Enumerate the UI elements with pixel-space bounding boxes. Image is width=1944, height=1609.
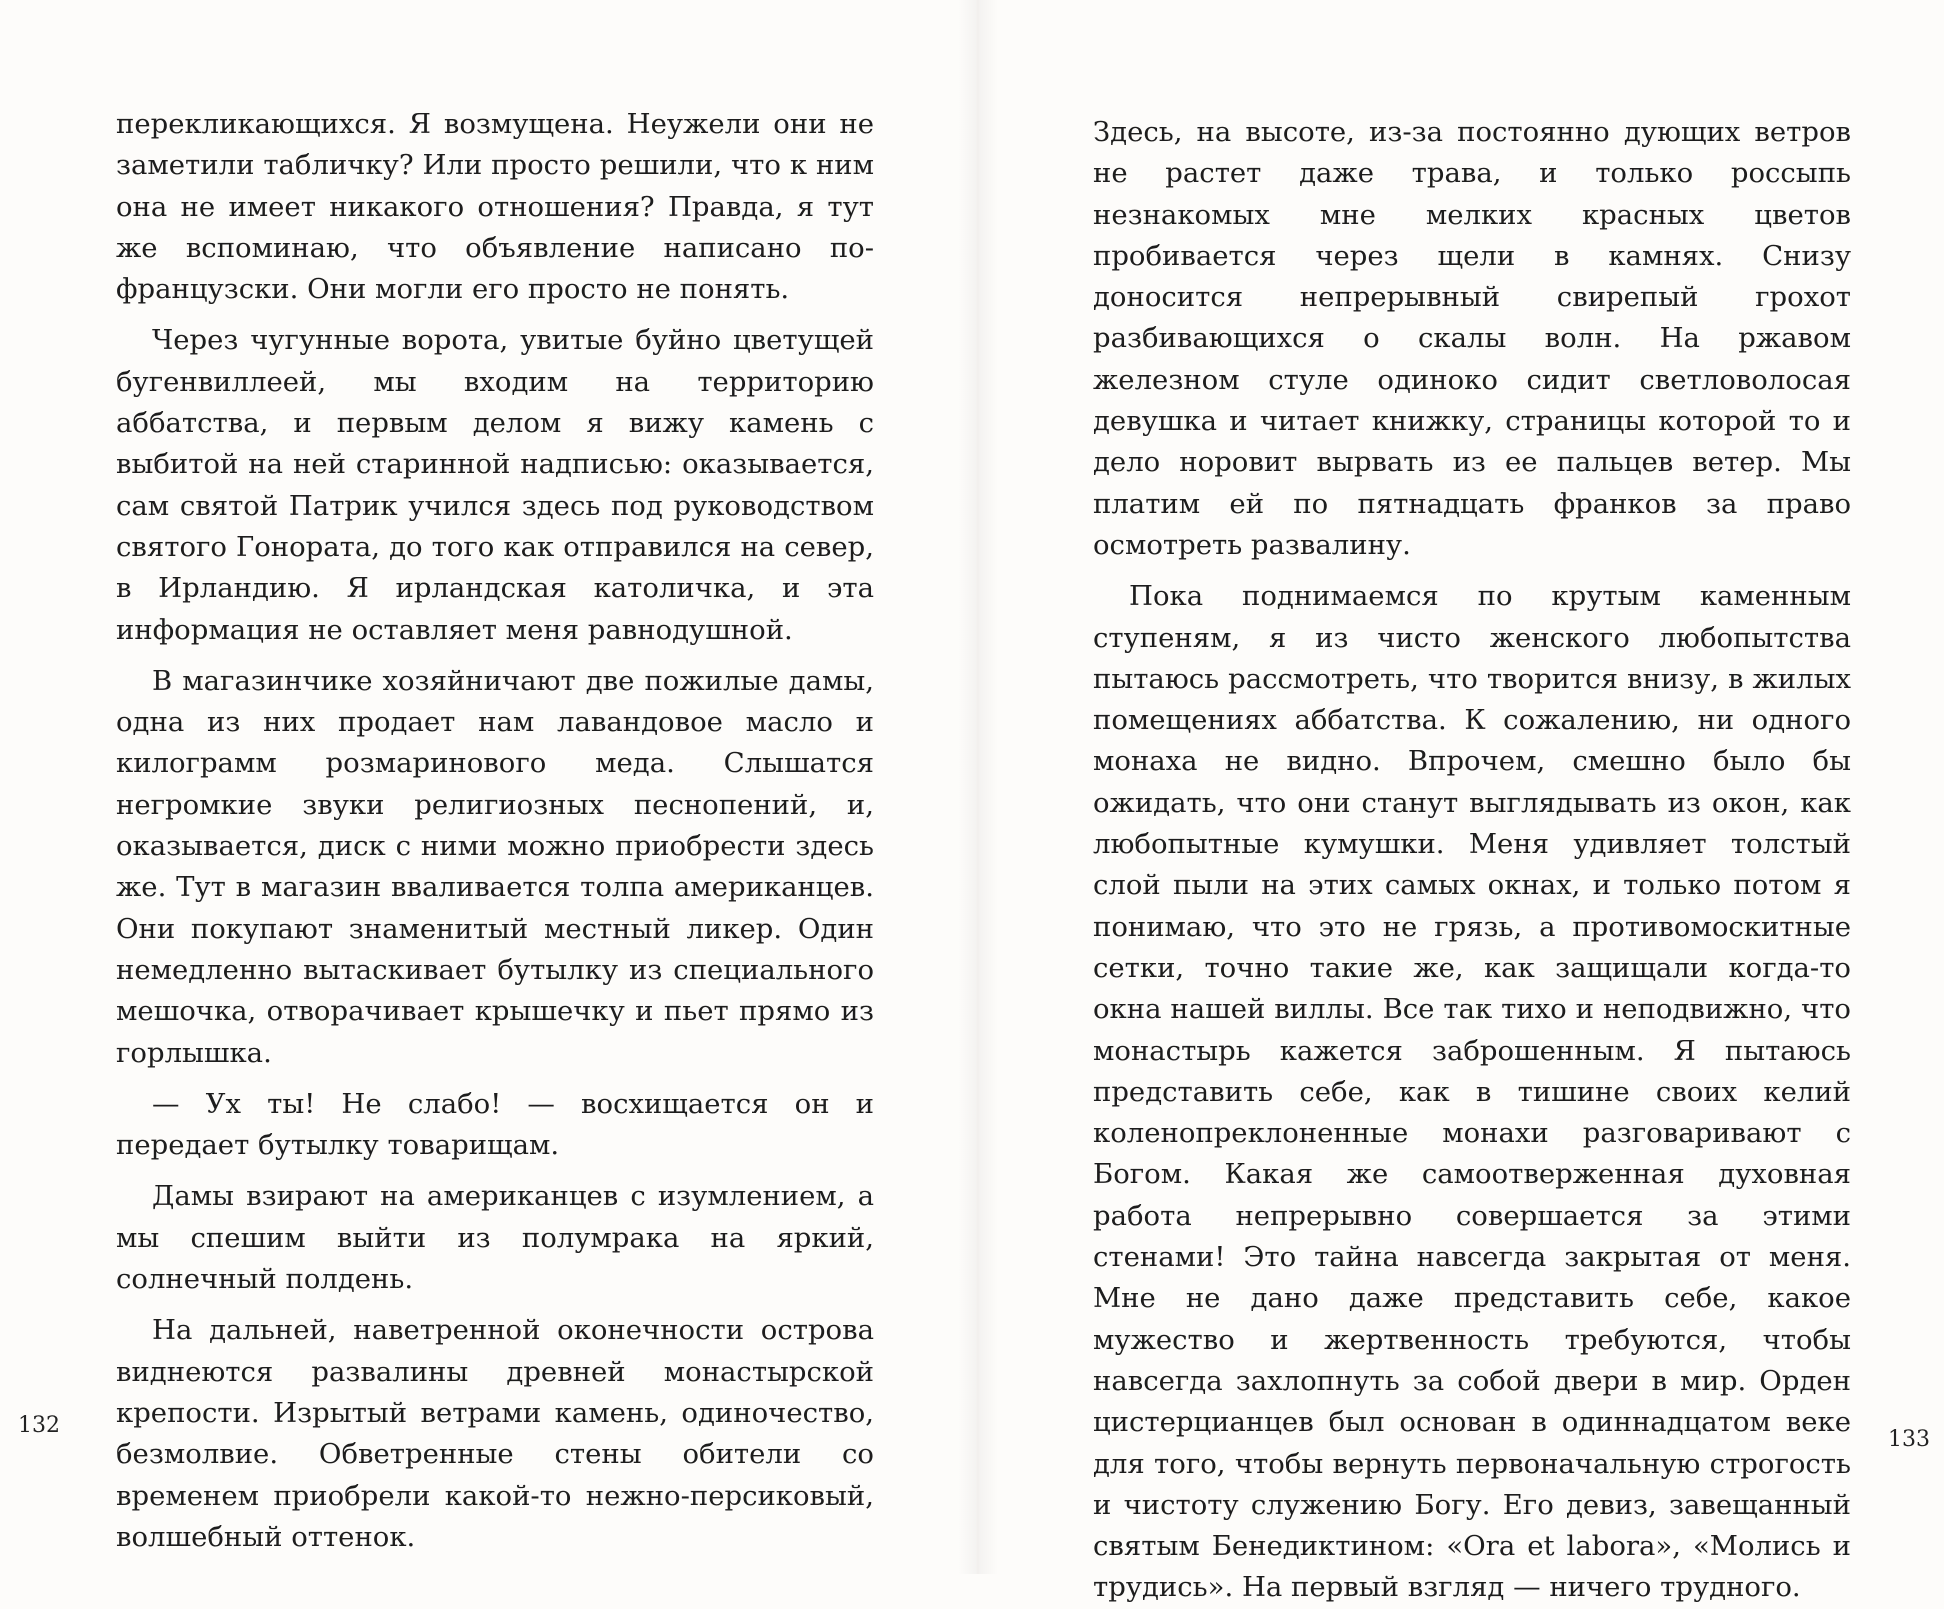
paragraph: Дамы взирают на американцев с изумлением, а мы спешим выйти из полумрака на яркий, солнечный полдень. [116,1180,874,1296]
page-number-right: 133 [1888,1427,1930,1452]
right-page [972,0,1944,1604]
paragraph: перекликающихся. Я возмущена. Неужели они не заметили табличку? Или просто решили, что к ним она не имеет никакого отношения? Правда, я тут же вспоминаю, что объявление написано по-французски. Они могли его просто не понять. [116,108,874,306]
paragraph: На дальней, наветренной оконечности острова виднеются развалины древней монастырской крепости. Изрытый ветрами камень, одиночество, безмолвие. Обветренные стены обители со временем приобрели какой-то нежно-персиковый, волшебный оттенок. [116,1314,874,1553]
left-page-text [116,104,874,1558]
left-page [0,0,972,1574]
paragraph: В магазинчике хозяйничают две пожилые дамы, одна из них продает нам лавандовое масло и килограмм розмаринового меда. Слышатся негромкие звуки религиозных песнопений, и, оказывается, диск с ними можно приобрести здесь же. Тут в магазин вваливается толпа американцев. Они покупают знаменитый местный ликер. Один немедленно вытаскивает бутылку из специального мешочка, отворачивает крышечку и пьет прямо из горлышка. [116,664,874,1069]
paragraph: Через чугунные ворота, увитые буйно цветущей бугенвиллеей, мы входим на территорию аббатства, и первым делом я вижу камень с выбитой на ней старинной надписью: оказывается, сам святой Патрик учился здесь под руководством святого Гонората, до того как отправился на север, в Ирландию. Я ирландская католичка, и эта информация не оставляет меня равнодушной. [116,324,874,646]
paragraph: Здесь, на высоте, из-за постоянно дующих ветров не растет даже трава, и только россыпь незнакомых мне мелких красных цветов пробивается через щели в камнях. Снизу доносится непрерывный свирепый грохот разбивающихся о скалы волн. На ржавом железном стуле одиноко сидит светловолосая девушка и читает книжку, страницы которой то и дело норовит вырвать из ее пальцев ветер. Мы платим ей по пятнадцать франков за право осмотреть развалину. [1093,116,1851,561]
right-page-text [1093,112,1851,1609]
page-number-left: 132 [18,1413,60,1438]
paragraph: Пока поднимаемся по крутым каменным ступеням, я из чисто женского любопытства пытаюсь рассмотреть, что творится внизу, в жилых помещениях аббатства. К сожалению, ни одного монаха не видно. Впрочем, смешно было бы ожидать, что они станут выглядывать из окон, как любопытные кумушки. Меня удивляет толстый слой пыли на этих самых окнах, и только потом я понимаю, что это не грязь, а противомоскитные сетки, точно такие же, как защищали когда-то окна нашей виллы. Все так тихо и неподвижно, что монастырь кажется заброшенным. Я пытаюсь представить себе, как в тишине своих келий коленопреклоненные монахи разговаривают с Богом. Какая же самоотверженная духовная работа непрерывно совершается за этими стенами! Это тайна навсегда закрытая от меня. Мне не дано даже представить себе, какое мужество и жертвенность требуются, чтобы навсегда захлопнуть за собой двери в мир. Орден цистерцианцев был основан в одиннадцатом веке для того, чтобы вернуть первоначальную строгость и чистоту служению Богу. Его девиз, завещанный святым Бенедиктином: «Ora et labora», «Молись и трудись». На первый взгляд — ничего трудного. [1093,580,1851,1604]
paragraph: — Ух ты! Не слабо! — восхищается он и передает бутылку товарищам. [116,1087,874,1162]
